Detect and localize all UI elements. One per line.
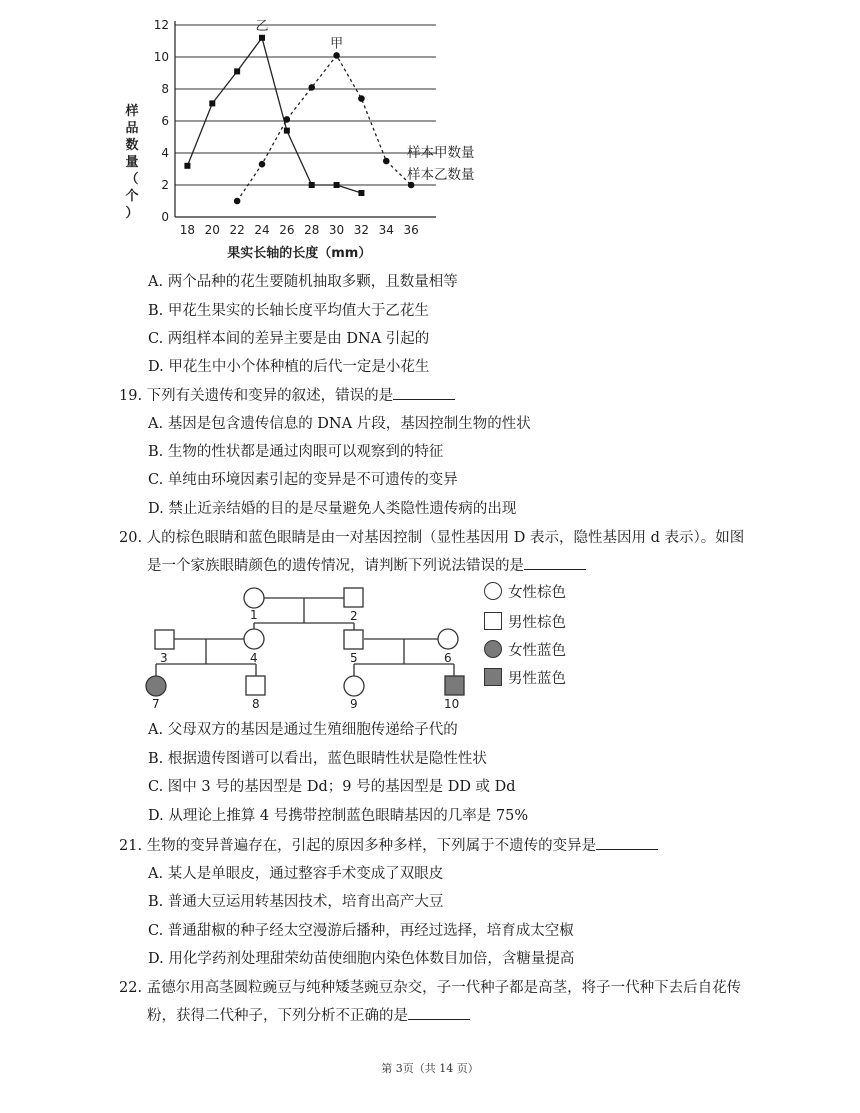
data-point: [308, 84, 315, 91]
q18-option-a[interactable]: A. 两个品种的花生要随机抽取多颗，且数量相等: [148, 274, 458, 290]
individual-1-female-brown: [244, 588, 264, 608]
data-point: [259, 35, 265, 41]
data-point: [333, 52, 340, 59]
legend-male-blue: [484, 666, 566, 688]
q20-option-b[interactable]: B. 根据遗传图谱可以看出，蓝色眼睛性状是隐性性状: [148, 751, 487, 767]
answer-blank[interactable]: [393, 387, 455, 400]
q21-stem: [119, 834, 658, 855]
q20-option-a[interactable]: A. 父母双方的基因是通过生殖细胞传递给子代的: [148, 722, 458, 738]
q20-stem-line1: 20. 人的棕色眼睛和蓝色眼睛是由一对基因控制（显性基因用 D 表示，隐性基因用 d 表示）。如图: [119, 530, 745, 546]
x-tick-label: 24: [254, 223, 270, 237]
x-tick-label: 34: [378, 223, 394, 237]
individual-7-female-blue: [146, 676, 166, 696]
y-tick-label: 0: [161, 210, 169, 224]
female-brown-icon: [484, 582, 502, 600]
legend-label: 女性蓝色: [508, 642, 566, 659]
q21-option-b[interactable]: B. 普通大豆运用转基因技术，培育出高产大豆: [148, 894, 444, 910]
individual-10-male-blue: [445, 676, 464, 695]
legend-sample-yi: 样本乙数量: [407, 167, 475, 183]
y-tick-label: 4: [161, 146, 169, 160]
q21-option-c[interactable]: C. 普通甜椒的种子经太空漫游后播种，再经过选择，培育成太空椒: [148, 923, 574, 939]
pedigree-chart: [140, 580, 480, 710]
data-point: [209, 100, 215, 106]
q22-stem-text: 粉，获得二代种子，下列分析不正确的是: [147, 1008, 408, 1024]
y-axis-label-char: ）: [125, 206, 139, 221]
q20-option-d[interactable]: D. 从理论上推算 4 号携带控制蓝色眼睛基因的几率是 75%: [148, 808, 529, 824]
q19-stem-text: 19. 下列有关遗传和变异的叙述，错误的是: [119, 388, 394, 404]
individual-9-female-brown: [344, 676, 364, 696]
pedigree-number-8: 8: [252, 697, 260, 711]
individual-4-female-brown: [244, 629, 264, 649]
pedigree-number-6: 6: [444, 651, 452, 665]
y-axis-label-char: 品: [125, 121, 139, 136]
x-tick-label: 28: [304, 223, 320, 237]
legend-label: 男性蓝色: [508, 670, 566, 687]
x-tick-label: 30: [328, 223, 345, 237]
y-tick-label: 2: [161, 178, 169, 192]
q21-option-d[interactable]: D. 用化学药剂处理甜荣幼苗使细胞内染色体数目加倍，含糖量提高: [148, 951, 575, 967]
individual-6-female-brown: [438, 629, 458, 649]
legend-label: 男性棕色: [508, 614, 566, 631]
pedigree-number-7: 7: [152, 697, 160, 711]
data-point: [334, 182, 340, 188]
q21-option-a[interactable]: A. 某人是单眼皮，通过整容手术变成了双眼皮: [148, 866, 444, 882]
x-tick-label: 20: [204, 223, 220, 237]
chart-axes: [175, 18, 436, 217]
y-tick-label: 12: [153, 18, 169, 32]
individual-5-male-brown: [344, 630, 363, 649]
series-label: 甲: [330, 36, 344, 52]
legend-label: 女性棕色: [508, 584, 566, 601]
pedigree-number-4: 4: [250, 651, 258, 665]
individual-8-male-brown: [246, 676, 265, 695]
data-point: [358, 95, 365, 102]
pedigree-number-2: 2: [350, 609, 358, 623]
male-blue-icon: [484, 668, 502, 686]
data-point: [309, 182, 315, 188]
data-point: [184, 163, 190, 169]
series-label: 乙: [255, 18, 269, 34]
data-point: [259, 161, 266, 168]
q19-option-d[interactable]: D. 禁止近亲结婚的目的是尽量避免人类隐性遗传病的出现: [148, 501, 517, 517]
data-point: [284, 116, 291, 123]
series-line-甲: [237, 55, 411, 201]
legend-female-brown: [484, 580, 566, 602]
data-point: [284, 128, 290, 134]
q22-stem-line1: 22. 孟德尔用高茎圆粒豌豆与纯种矮茎豌豆杂交，子一代种子都是高茎，将子一代种下去后自花传: [119, 980, 742, 996]
answer-blank[interactable]: [408, 1007, 470, 1020]
data-point: [383, 158, 390, 165]
pedigree-number-9: 9: [350, 697, 358, 711]
individual-3-male-brown: [155, 630, 174, 649]
y-axis-label-char: （: [125, 172, 139, 187]
female-blue-icon: [484, 640, 502, 658]
q21-stem-text: 21. 生物的变异普遍存在，引起的原因多种多样，下列属于不遗传的变异是: [119, 838, 597, 854]
q20-option-c[interactable]: C. 图中 3 号的基因型是 Dd；9 号的基因型是 DD 或 Dd: [148, 779, 516, 795]
x-tick-label: 32: [353, 223, 370, 237]
chart-labels: [124, 18, 418, 261]
data-point: [234, 68, 240, 74]
q20-stem-text: 是一个家族眼睛颜色的遗传情况，请判断下列说法错误的是: [147, 558, 524, 574]
y-tick-label: 6: [161, 114, 169, 128]
x-tick-label: 22: [229, 223, 245, 237]
y-axis-label-char: 样: [125, 104, 139, 119]
data-point: [358, 190, 364, 196]
q20-stem-line2: [147, 554, 586, 575]
legend-male-brown: [484, 610, 566, 632]
y-axis-label-char: 个: [125, 189, 139, 204]
page-footer: 第 3页（共 14 页）: [381, 1062, 479, 1075]
y-axis-label-char: 量: [125, 155, 139, 170]
q18-option-c[interactable]: C. 两组样本间的差异主要是由 DNA 引起的: [148, 331, 430, 347]
y-tick-label: 8: [161, 82, 169, 96]
data-point: [234, 198, 241, 205]
q18-option-b[interactable]: B. 甲花生果实的长轴长度平均值大于乙花生: [148, 303, 429, 319]
q19-option-a[interactable]: A. 基因是包含遗传信息的 DNA 片段，基因控制生物的性状: [148, 416, 531, 432]
pedigree-number-3: 3: [160, 651, 168, 665]
chart-series: [184, 35, 414, 205]
x-tick-label: 18: [179, 223, 196, 237]
answer-blank[interactable]: [524, 557, 586, 570]
q18-option-d[interactable]: D. 甲花生中小个体种植的后代一定是小花生: [148, 359, 430, 375]
individual-2-male-brown: [344, 588, 363, 607]
q19-option-c[interactable]: C. 单纯由环境因素引起的变异是不可遗传的变异: [148, 472, 458, 488]
pedigree-number-10: 10: [444, 697, 460, 711]
y-axis-label-char: 数: [125, 138, 139, 153]
pedigree-number-1: 1: [250, 608, 258, 622]
y-tick-label: 10: [153, 50, 169, 64]
legend-female-blue: [484, 638, 566, 660]
q22-stem-line2: [147, 1004, 470, 1025]
answer-blank[interactable]: [596, 837, 658, 850]
legend-sample-jia: 样本甲数量: [407, 145, 475, 161]
x-axis-label: 果实长轴的长度（mm）: [227, 246, 372, 261]
x-tick-label: 26: [279, 223, 295, 237]
x-tick-label: 36: [403, 223, 419, 237]
q19-stem: [119, 384, 455, 405]
q19-option-b[interactable]: B. 生物的性状都是通过肉眼可以观察到的特征: [148, 444, 444, 460]
male-brown-icon: [484, 612, 502, 630]
series-line-乙: [187, 38, 361, 193]
pedigree-number-5: 5: [350, 651, 358, 665]
